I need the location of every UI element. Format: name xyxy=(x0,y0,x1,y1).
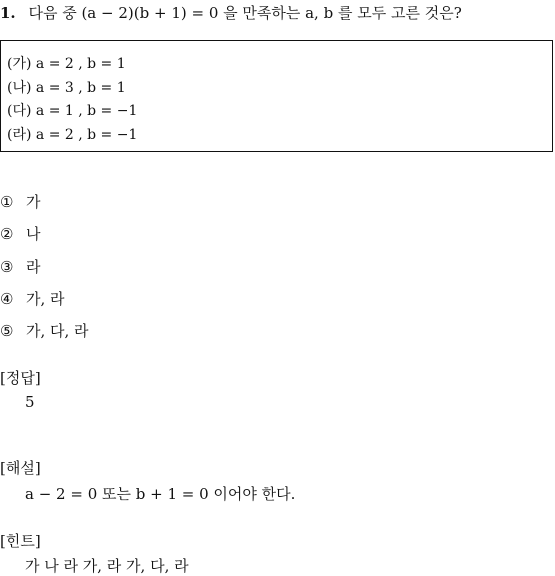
option-text: 가, 라 xyxy=(26,290,65,308)
option-text: 나 xyxy=(26,225,41,243)
answer-title: [정답] xyxy=(0,369,41,387)
question-number: 1. xyxy=(0,4,16,22)
question-line xyxy=(0,2,462,23)
option-text: 라 xyxy=(26,258,41,276)
option-text: 가 xyxy=(26,193,41,211)
option-1[interactable] xyxy=(0,191,41,212)
question-text: 다음 중 (a − 2)(b + 1) = 0 을 만족하는 a, b 를 모두 고른 것은? xyxy=(28,4,462,22)
condition-da: (다) a = 1 , b = −1 xyxy=(7,103,138,119)
condition-na: (나) a = 3 , b = 1 xyxy=(7,80,126,96)
option-marker: ② xyxy=(0,225,14,243)
explanation-text: a − 2 = 0 또는 b + 1 = 0 이어야 한다. xyxy=(25,485,296,503)
explanation-title: [해설] xyxy=(0,459,41,477)
option-marker: ① xyxy=(0,193,14,211)
option-marker: ③ xyxy=(0,258,14,276)
option-marker: ④ xyxy=(0,290,14,308)
hint-title: [힌트] xyxy=(0,532,41,550)
hint-text: 가 나 라 가, 라 가, 다, 라 xyxy=(25,557,189,575)
condition-ga: (가) a = 2 , b = 1 xyxy=(7,56,126,72)
option-4[interactable] xyxy=(0,288,65,309)
option-5[interactable] xyxy=(0,320,89,341)
option-3[interactable] xyxy=(0,256,41,277)
option-2[interactable] xyxy=(0,223,41,244)
option-marker: ⑤ xyxy=(0,322,14,340)
option-text: 가, 다, 라 xyxy=(26,322,89,340)
answer-value: 5 xyxy=(25,393,35,411)
condition-ra: (라) a = 2 , b = −1 xyxy=(7,127,138,143)
conditions-box xyxy=(0,40,553,152)
